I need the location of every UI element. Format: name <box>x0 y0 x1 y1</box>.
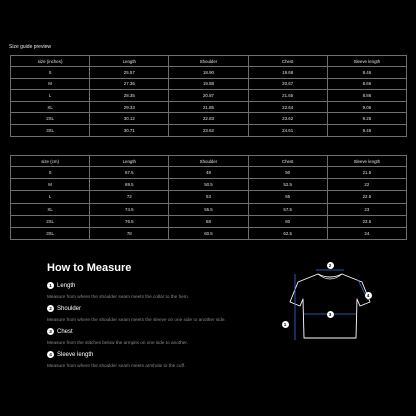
number-badge: 4 <box>47 351 54 358</box>
table-cell: 8.86 <box>327 90 406 102</box>
table-cell: 23.62 <box>169 124 248 136</box>
table-cell: 23.62 <box>248 113 327 125</box>
table-cell: 9.25 <box>327 113 406 125</box>
tshirt-collar <box>318 274 342 279</box>
table-cell: 21.65 <box>248 90 327 102</box>
table-cell: 18.90 <box>169 67 248 79</box>
table-cell: 50.5 <box>169 179 248 191</box>
table-cell: 50 <box>248 167 327 179</box>
table-cell: XL <box>11 203 90 215</box>
measure-item-chest <box>47 326 287 349</box>
table-cell: M <box>11 78 90 90</box>
table-cell: L <box>11 90 90 102</box>
table-cell: L <box>11 191 90 203</box>
measure-label: Shoulder <box>57 305 82 312</box>
column-header: Shoulder <box>169 156 248 167</box>
table-cell: 72 <box>90 191 169 203</box>
table-cell: 20.67 <box>248 78 327 90</box>
column-header: Chest <box>248 156 327 167</box>
table-cell: 22 <box>327 179 406 191</box>
column-header: Chest <box>248 56 327 67</box>
table-cell: 60.5 <box>169 227 248 239</box>
column-header: Sleeve length <box>327 156 406 167</box>
table-row <box>11 78 407 90</box>
table-row <box>11 124 407 136</box>
table-cell: 69.5 <box>90 179 169 191</box>
column-header: size (cm) <box>11 156 90 167</box>
table-cell: 25.57 <box>90 67 169 79</box>
preview-title: Size guide preview <box>9 44 51 50</box>
marker-length: 1 <box>282 321 289 328</box>
table-cell: 9.06 <box>327 101 406 113</box>
measure-description: Measure from where the shoulder seam meets the sleeve on one side to another side. <box>47 317 226 322</box>
table-cell: 9.45 <box>327 124 406 136</box>
column-header: Length <box>90 56 169 67</box>
measure-description: Measure from where the shoulder seam meets armhole to the cuff. <box>47 363 186 368</box>
table-cell: 22.5 <box>327 191 406 203</box>
table-cell: 19.68 <box>248 67 327 79</box>
size-table-cm <box>10 155 407 240</box>
table-cell: 58 <box>169 215 248 227</box>
table-cell: 23.5 <box>327 215 406 227</box>
table-cell: 53 <box>169 191 248 203</box>
table-cell: 30.12 <box>90 113 169 125</box>
table-cell: 78 <box>90 227 169 239</box>
size-table-inches <box>10 55 407 137</box>
table-row <box>11 90 407 102</box>
number-badge: 1 <box>47 282 54 289</box>
table-cell: 55 <box>248 191 327 203</box>
how-to-measure-section <box>47 262 287 372</box>
table-cell: 23 <box>327 203 406 215</box>
table-cell: 52.5 <box>248 179 327 191</box>
table-cell: 67.5 <box>90 167 169 179</box>
table-cell: 55.5 <box>169 203 248 215</box>
measure-label: Length <box>57 282 76 289</box>
table-cell: 60 <box>248 215 327 227</box>
table-row <box>11 167 407 179</box>
table-cell: 57.5 <box>248 203 327 215</box>
table-cell: 8.46 <box>327 67 406 79</box>
table-cell: M <box>11 179 90 191</box>
table-header-row <box>11 56 407 67</box>
table-cell: 24.61 <box>248 124 327 136</box>
table-cell: S <box>11 167 90 179</box>
table-row <box>11 191 407 203</box>
column-header: Length <box>90 156 169 167</box>
table-cell: 76.5 <box>90 215 169 227</box>
table-header-row <box>11 156 407 167</box>
tshirt-measurement-diagram <box>278 258 378 358</box>
marker-sleeve-length: 4 <box>365 292 372 299</box>
table-cell: 3XL <box>11 227 90 239</box>
column-header: Sleeve length <box>327 56 406 67</box>
table-cell: 22.83 <box>169 113 248 125</box>
table-row <box>11 227 407 239</box>
table-row <box>11 67 407 79</box>
tshirt-outline <box>290 274 370 338</box>
table-cell: 28.35 <box>90 90 169 102</box>
table-cell: 8.66 <box>327 78 406 90</box>
measure-description: Measure from the stitches below the armpits on one side to another. <box>47 340 188 345</box>
table-cell: XL <box>11 101 90 113</box>
tshirt-icon <box>278 258 378 358</box>
measure-item-sleeve-length <box>47 349 287 372</box>
table-cell: 48 <box>169 167 248 179</box>
measure-item-length <box>47 280 287 303</box>
column-header: size (inches) <box>11 56 90 67</box>
table-row <box>11 215 407 227</box>
table-cell: 27.36 <box>90 78 169 90</box>
table-cell: S <box>11 67 90 79</box>
table-cell: 30.71 <box>90 124 169 136</box>
marker-chest: 3 <box>327 311 334 318</box>
number-badge: 3 <box>47 328 54 335</box>
column-header: Shoulder <box>169 56 248 67</box>
table-cell: 19.88 <box>169 78 248 90</box>
table-cell: 21.85 <box>169 101 248 113</box>
table-cell: 21.5 <box>327 167 406 179</box>
table-cell: 20.87 <box>169 90 248 102</box>
table-row <box>11 101 407 113</box>
table-cell: 2XL <box>11 215 90 227</box>
table-cell: 22.64 <box>248 101 327 113</box>
measure-label: Sleeve length <box>57 351 94 358</box>
table-row <box>11 179 407 191</box>
measure-item-shoulder <box>47 303 287 326</box>
table-cell: 62.5 <box>248 227 327 239</box>
how-to-measure-title: How to Measure <box>47 262 132 274</box>
table-cell: 3XL <box>11 124 90 136</box>
table-cell: 24 <box>327 227 406 239</box>
marker-shoulder: 2 <box>327 262 334 269</box>
table-row <box>11 113 407 125</box>
measure-description: Measure from where the shoulder seam meets the collar to the hem. <box>47 294 189 299</box>
measure-label: Chest <box>57 328 73 335</box>
table-cell: 29.33 <box>90 101 169 113</box>
table-cell: 74.5 <box>90 203 169 215</box>
table-row <box>11 203 407 215</box>
table-cell: 2XL <box>11 113 90 125</box>
number-badge: 2 <box>47 305 54 312</box>
